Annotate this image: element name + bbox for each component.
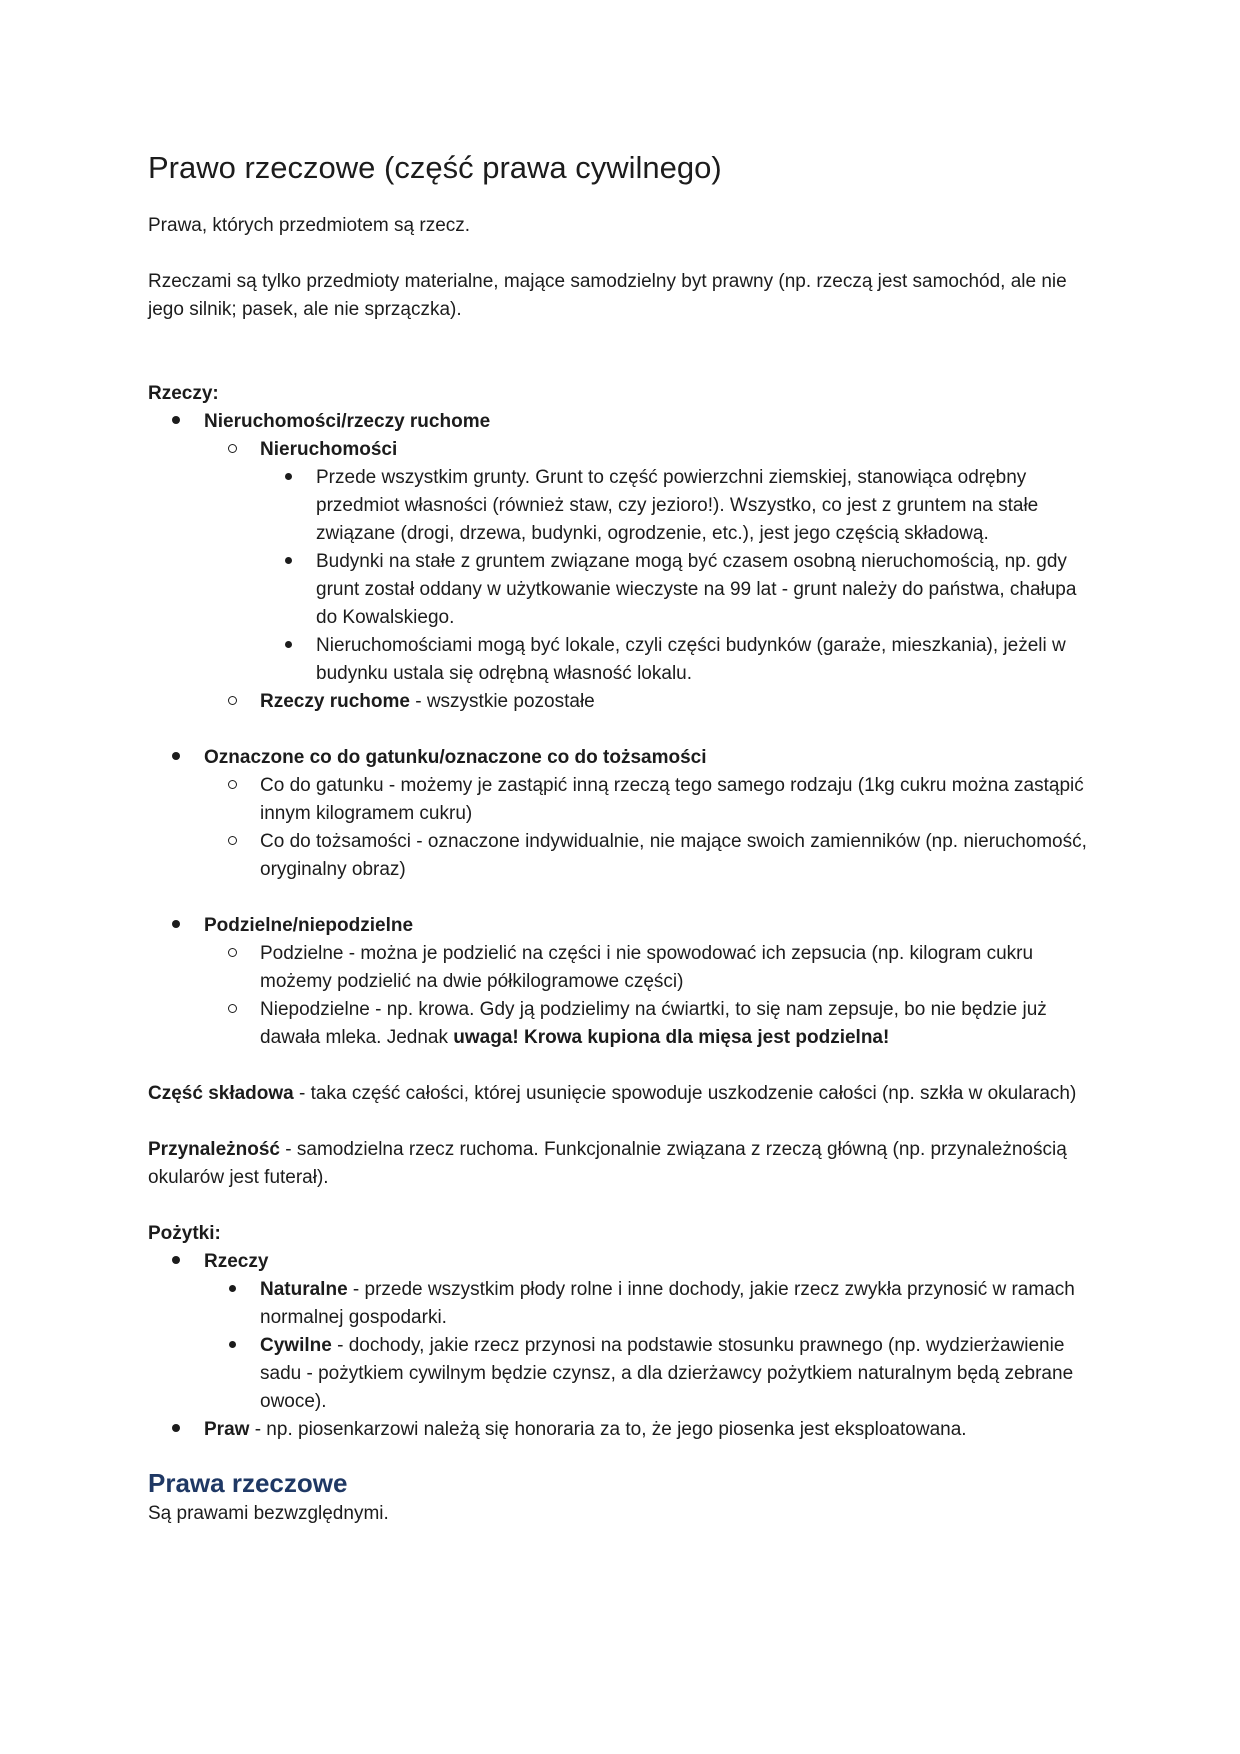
list-item [148,408,1098,716]
bullet-icon [166,912,186,940]
circle-bullet-icon [222,436,242,464]
list-item [204,772,1098,828]
bullet-icon [166,1416,186,1444]
item-text: - wszystkie pozostałe [409,691,595,712]
intro-paragraph-1: Prawa, których przedmiotem są rzecz. [148,215,471,236]
list-item [204,940,1098,996]
list-item [260,464,1098,548]
pozytki-heading: Pożytki: [148,1223,221,1244]
bullet-icon [222,1276,242,1304]
bullet-icon [278,632,298,660]
circle-bullet-icon [222,688,242,716]
circle-bullet-icon [222,828,242,856]
list-item [148,1416,1098,1444]
group-label: Podzielne/niepodzielne [204,915,414,936]
sub-label: Rzeczy ruchome [260,691,410,712]
item-text: Co do tożsamości - oznaczone indywidualnie, nie mające swoich zamienników (np. nieruchomość, oryginalny obraz) [260,831,1087,880]
document-page [148,148,1098,1528]
term: Cywilne [260,1335,332,1356]
bullet-icon [278,464,298,492]
list-item [148,912,1098,1052]
definition: - dochody, jakie rzecz przynosi na podstawie stosunku prawnego (np. wydzierżawienie sadu - pożytkiem cywilnym będzie czynsz, a dla dzierżawcy pożytkiem naturalnym będą zebrane owoce). [260,1335,1074,1412]
czesc-skladowa-paragraph [148,1080,1098,1108]
list-item [204,1276,1098,1332]
definition: - przede wszystkim płody rolne i inne dochody, jakie rzecz zwykła przynosić w ramach normalnej gospodarki. [260,1279,1075,1328]
rzeczy-list-3 [148,912,1098,1052]
group-label: Nieruchomości/rzeczy ruchome [204,411,491,432]
list-item [148,744,1098,884]
item-text: Podzielne - można je podzielić na części i nie spowodować ich zepsucia (np. kilogram cukru możemy podzielić na dwie półkilogramowe części) [260,943,1034,992]
group-label: Rzeczy [204,1251,269,1272]
list-item [204,1332,1098,1416]
intro-paragraph-2: Rzeczami są tylko przedmioty materialne, mające samodzielny byt prawny (np. rzeczą jest samochód, ale nie jego silnik; pasek, ale nie sprzączka). [148,271,1067,320]
rzeczy-list [148,408,1098,716]
list-item [260,632,1098,688]
definition: - taka część całości, której usunięcie spowoduje uszkodzenie całości (np. szkła w okularach) [293,1083,1077,1104]
term: Przynależność [148,1139,280,1160]
item-text: Niepodzielne - np. krowa. Gdy ją podzielimy na ćwiartki, to się nam zepsuje, bo nie będzie już dawała mleka. Jednak [260,999,1047,1048]
list-item [204,688,1098,716]
bullet-icon [278,548,298,576]
section-heading: Prawa rzeczowe [148,1468,348,1498]
section-paragraph: Są prawami bezwzględnymi. [148,1503,389,1524]
bullet-icon [222,1332,242,1360]
term: Część składowa [148,1083,294,1104]
pozytki-list [148,1248,1098,1444]
rzeczy-list-2 [148,744,1098,884]
rzeczy-heading: Rzeczy: [148,383,219,404]
bullet-icon [166,744,186,772]
item-bold-text: uwaga! Krowa kupiona dla mięsa jest podzielna! [453,1027,890,1048]
item-text: Budynki na stałe z gruntem związane mogą być czasem osobną nieruchomością, np. gdy grunt został oddany w użytkowanie wieczyste na 99 lat - grunt należy do państwa, chałupa do Kowalskiego. [316,551,1077,628]
bullet-icon [166,1248,186,1276]
sub-label: Nieruchomości [260,439,398,460]
circle-bullet-icon [222,772,242,800]
bullet-icon [166,408,186,436]
item-text: Co do gatunku - możemy je zastąpić inną rzeczą tego samego rodzaju (1kg cukru można zastąpić innym kilogramem cukru) [260,775,1084,824]
przynaleznosc-paragraph [148,1136,1098,1192]
circle-bullet-icon [222,940,242,968]
list-item [148,1248,1098,1416]
item-text: Przede wszystkim grunty. Grunt to część powierzchni ziemskiej, stanowiąca odrębny przedmiot własności (również staw, czy jezioro!). Wszystko, co jest z gruntem na stałe związane (drogi, drzewa, budynki, ogrodzenie, etc.), jest jego częścią składową. [316,467,1039,544]
circle-bullet-icon [222,996,242,1024]
term: Naturalne [260,1279,348,1300]
page-title: Prawo rzeczowe (część prawa cywilnego) [148,150,722,185]
list-item [204,996,1098,1052]
item-text: Nieruchomościami mogą być lokale, czyli części budynków (garaże, mieszkania), jeżeli w budynku ustala się odrębną własność lokalu. [316,635,1066,684]
group-label: Oznaczone co do gatunku/oznaczone co do tożsamości [204,747,707,768]
definition: - np. piosenkarzowi należą się honoraria za to, że jego piosenka jest eksploatowana. [249,1419,967,1440]
list-item [260,548,1098,632]
term: Praw [204,1419,250,1440]
definition: - samodzielna rzecz ruchoma. Funkcjonalnie związana z rzeczą główną (np. przynależnością okularów jest futerał). [148,1139,1067,1188]
list-item [204,828,1098,884]
list-item [204,436,1098,688]
